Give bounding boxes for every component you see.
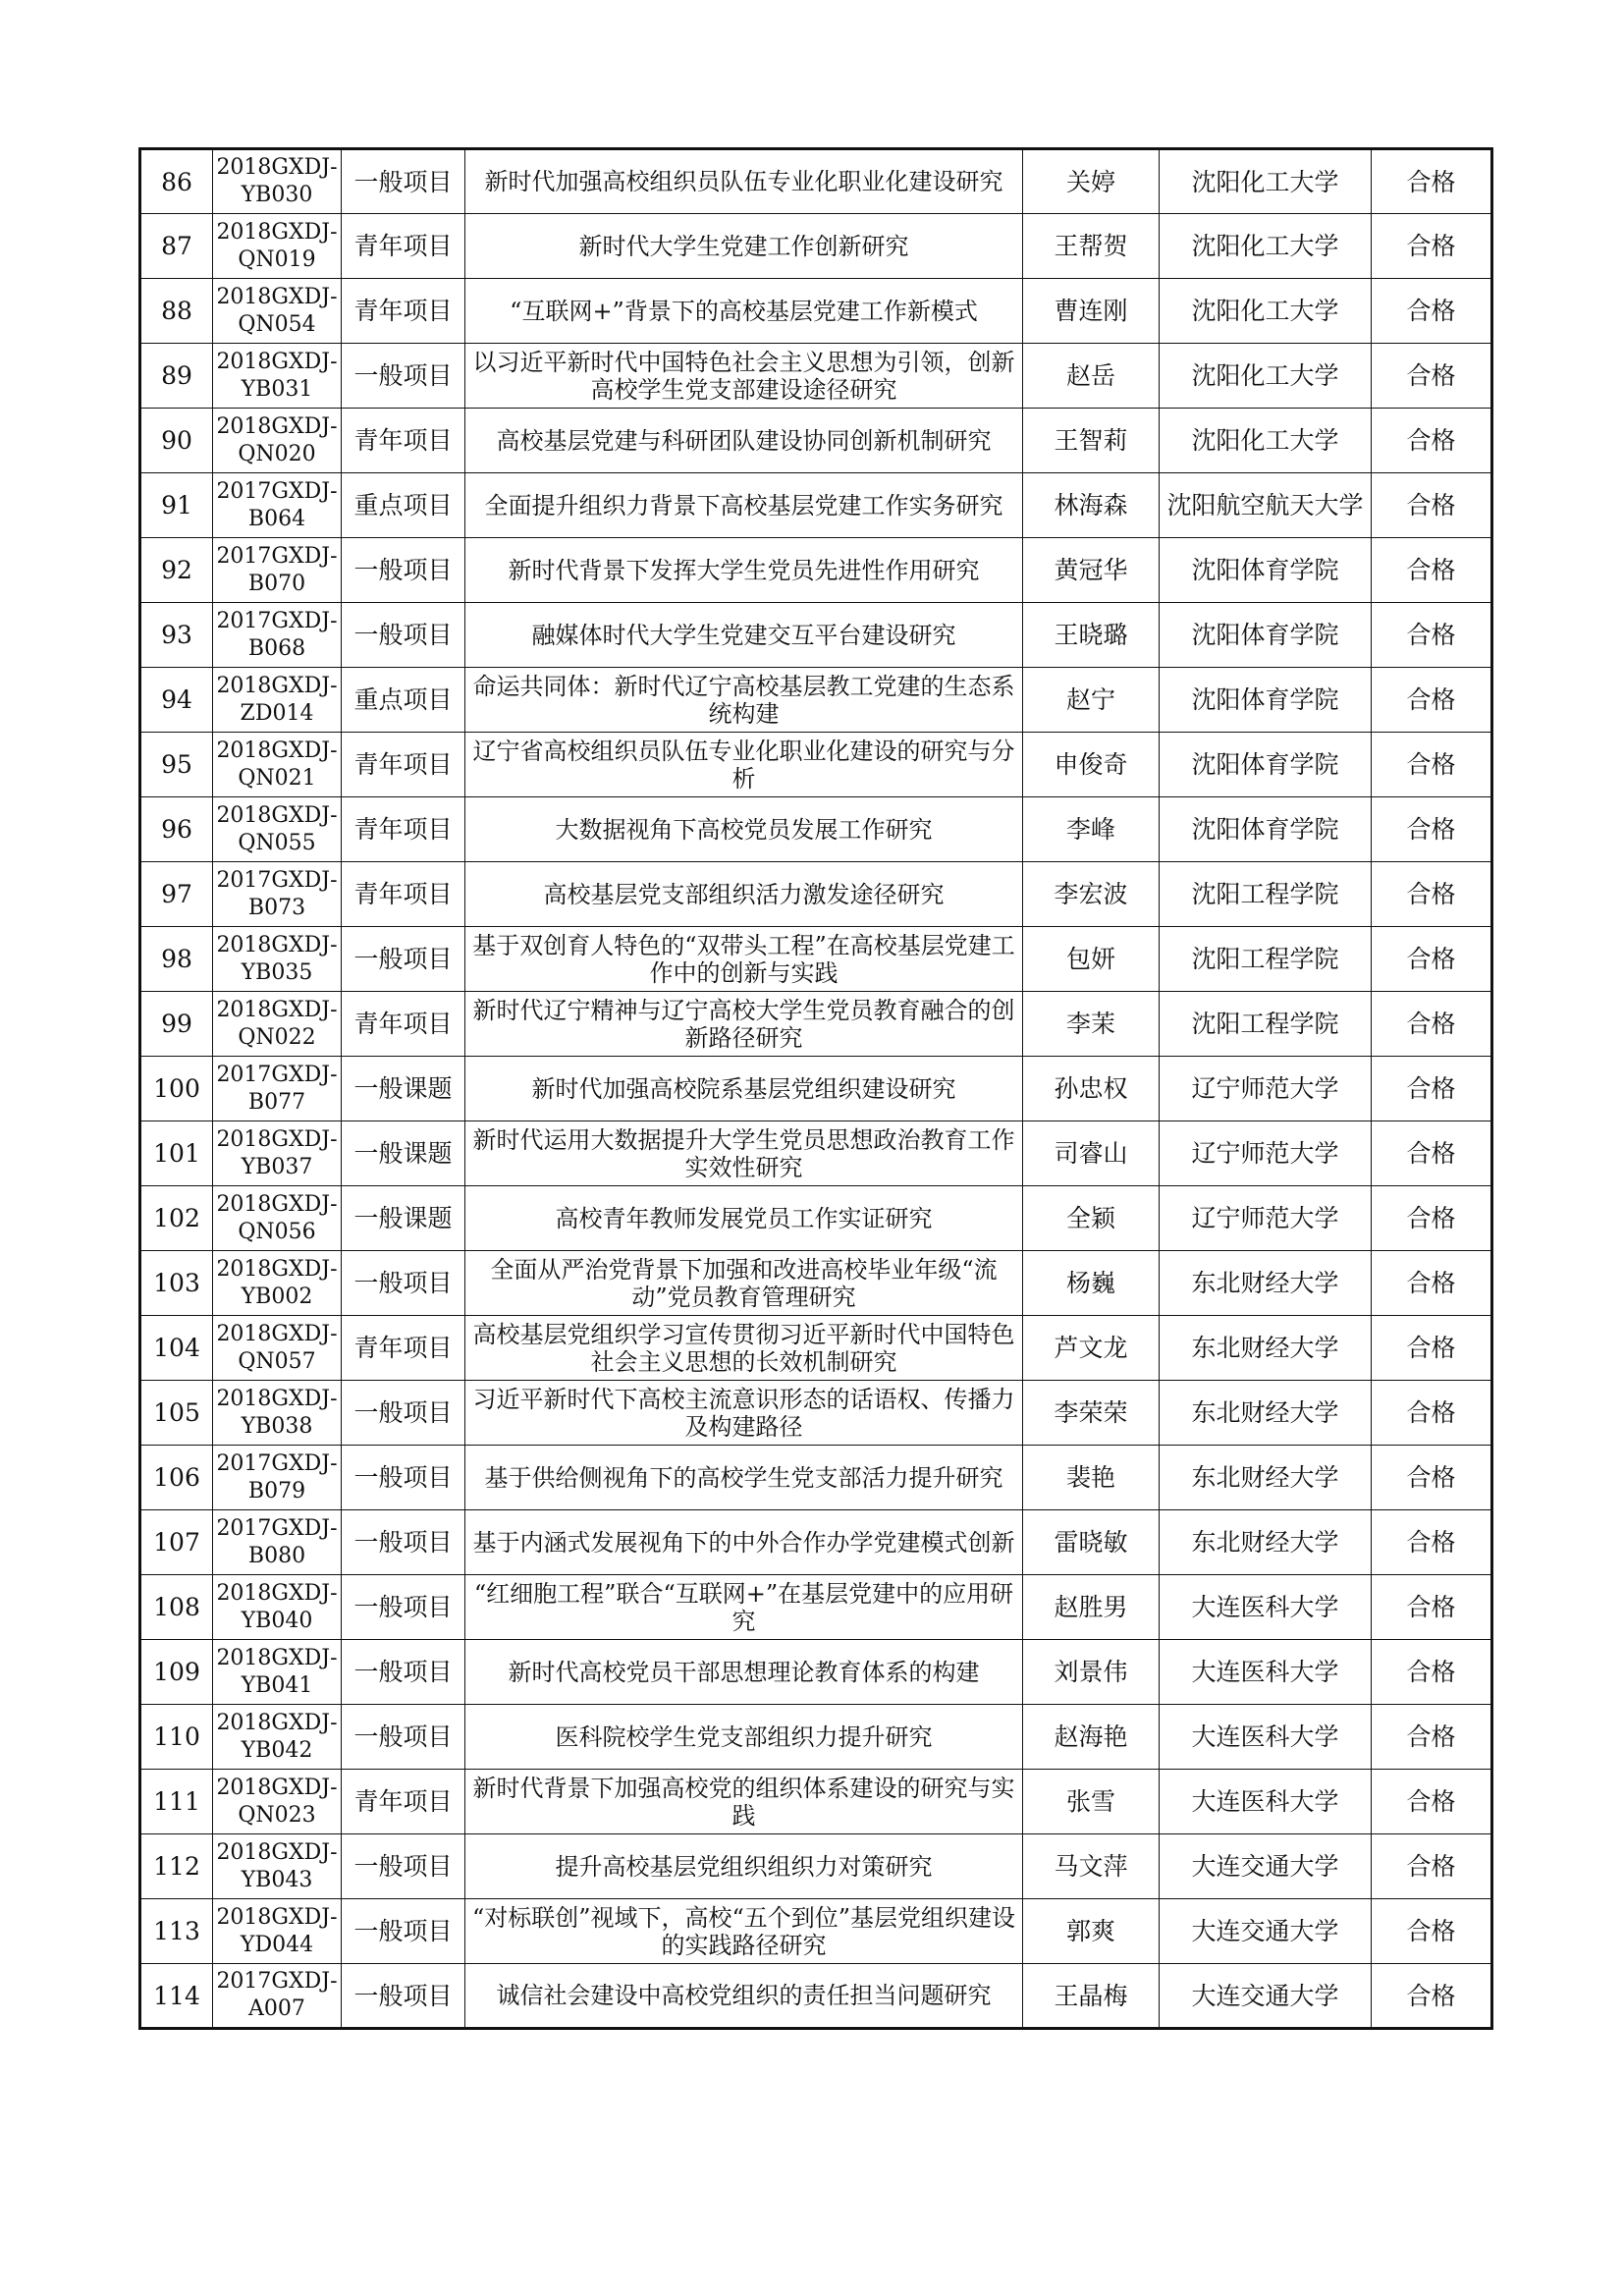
project-title: 新时代大学生党建工作创新研究 <box>465 214 1023 279</box>
project-code: 2018GXDJ-YB042 <box>213 1705 342 1770</box>
project-code: 2017GXDJ-B070 <box>213 538 342 603</box>
row-number: 100 <box>140 1057 213 1121</box>
row-number: 96 <box>140 797 213 862</box>
institution: 沈阳体育学院 <box>1160 797 1372 862</box>
table-row <box>140 409 1492 473</box>
row-number: 91 <box>140 473 213 538</box>
project-code: 2018GXDJ-YB035 <box>213 927 342 992</box>
project-type: 一般项目 <box>342 1251 465 1316</box>
evaluation-result: 合格 <box>1372 538 1492 603</box>
row-number: 89 <box>140 344 213 409</box>
institution: 沈阳体育学院 <box>1160 538 1372 603</box>
project-code: 2018GXDJ-YD044 <box>213 1899 342 1964</box>
institution: 大连医科大学 <box>1160 1770 1372 1834</box>
project-leader: 全颖 <box>1023 1186 1160 1251</box>
row-number: 88 <box>140 279 213 344</box>
row-number: 111 <box>140 1770 213 1834</box>
row-number: 92 <box>140 538 213 603</box>
institution: 沈阳工程学院 <box>1160 862 1372 927</box>
project-leader: 赵海艳 <box>1023 1705 1160 1770</box>
row-number: 108 <box>140 1575 213 1640</box>
evaluation-result: 合格 <box>1372 1057 1492 1121</box>
institution: 大连交通大学 <box>1160 1834 1372 1899</box>
project-title: 高校基层党建与科研团队建设协同创新机制研究 <box>465 409 1023 473</box>
project-type: 青年项目 <box>342 992 465 1057</box>
project-code: 2017GXDJ-B077 <box>213 1057 342 1121</box>
project-leader: 孙忠权 <box>1023 1057 1160 1121</box>
project-code: 2018GXDJ-QN021 <box>213 733 342 797</box>
evaluation-result: 合格 <box>1372 409 1492 473</box>
row-number: 95 <box>140 733 213 797</box>
evaluation-result: 合格 <box>1372 1316 1492 1381</box>
table-row <box>140 344 1492 409</box>
row-number: 109 <box>140 1640 213 1705</box>
project-code: 2017GXDJ-B080 <box>213 1510 342 1575</box>
project-title: “红细胞工程”联合“互联网+”在基层党建中的应用研究 <box>465 1575 1023 1640</box>
table-row <box>140 1186 1492 1251</box>
table-row <box>140 1316 1492 1381</box>
project-code: 2018GXDJ-QN020 <box>213 409 342 473</box>
project-leader: 李荣荣 <box>1023 1381 1160 1446</box>
table-row <box>140 862 1492 927</box>
project-type: 一般项目 <box>342 1899 465 1964</box>
project-code: 2018GXDJ-YB043 <box>213 1834 342 1899</box>
evaluation-result: 合格 <box>1372 797 1492 862</box>
project-title: 新时代辽宁精神与辽宁高校大学生党员教育融合的创新路径研究 <box>465 992 1023 1057</box>
project-code: 2017GXDJ-B079 <box>213 1446 342 1510</box>
project-leader: 王晓璐 <box>1023 603 1160 668</box>
table-row <box>140 279 1492 344</box>
table-row <box>140 538 1492 603</box>
table-row <box>140 1121 1492 1186</box>
project-type: 青年项目 <box>342 862 465 927</box>
project-title: 高校基层党组织学习宣传贯彻习近平新时代中国特色社会主义思想的长效机制研究 <box>465 1316 1023 1381</box>
project-type: 重点项目 <box>342 668 465 733</box>
institution: 沈阳化工大学 <box>1160 149 1372 214</box>
evaluation-result: 合格 <box>1372 1899 1492 1964</box>
institution: 大连交通大学 <box>1160 1899 1372 1964</box>
project-type: 青年项目 <box>342 733 465 797</box>
project-type: 一般项目 <box>342 603 465 668</box>
row-number: 99 <box>140 992 213 1057</box>
evaluation-result: 合格 <box>1372 927 1492 992</box>
evaluation-result: 合格 <box>1372 992 1492 1057</box>
project-type: 青年项目 <box>342 279 465 344</box>
project-leader: 马文萍 <box>1023 1834 1160 1899</box>
evaluation-result: 合格 <box>1372 603 1492 668</box>
project-type: 一般课题 <box>342 1057 465 1121</box>
table-row <box>140 603 1492 668</box>
project-code: 2018GXDJ-QN057 <box>213 1316 342 1381</box>
project-leader: 李峰 <box>1023 797 1160 862</box>
table-row <box>140 797 1492 862</box>
project-type: 青年项目 <box>342 409 465 473</box>
table-row <box>140 668 1492 733</box>
project-leader: 包妍 <box>1023 927 1160 992</box>
project-title: 新时代高校党员干部思想理论教育体系的构建 <box>465 1640 1023 1705</box>
row-number: 101 <box>140 1121 213 1186</box>
project-code: 2018GXDJ-ZD014 <box>213 668 342 733</box>
project-title: “互联网+”背景下的高校基层党建工作新模式 <box>465 279 1023 344</box>
evaluation-result: 合格 <box>1372 1575 1492 1640</box>
project-type: 一般项目 <box>342 1640 465 1705</box>
table-row <box>140 1640 1492 1705</box>
institution: 东北财经大学 <box>1160 1510 1372 1575</box>
project-title: 新时代加强高校组织员队伍专业化职业化建设研究 <box>465 149 1023 214</box>
project-type: 青年项目 <box>342 1770 465 1834</box>
institution: 东北财经大学 <box>1160 1446 1372 1510</box>
evaluation-result: 合格 <box>1372 733 1492 797</box>
project-results-table <box>138 147 1493 2030</box>
institution: 沈阳工程学院 <box>1160 992 1372 1057</box>
project-type: 一般项目 <box>342 927 465 992</box>
evaluation-result: 合格 <box>1372 1770 1492 1834</box>
evaluation-result: 合格 <box>1372 1381 1492 1446</box>
project-type: 一般项目 <box>342 538 465 603</box>
evaluation-result: 合格 <box>1372 1964 1492 2029</box>
project-title: 高校基层党支部组织活力激发途径研究 <box>465 862 1023 927</box>
project-code: 2018GXDJ-YB038 <box>213 1381 342 1446</box>
project-leader: 申俊奇 <box>1023 733 1160 797</box>
project-type: 一般项目 <box>342 1834 465 1899</box>
evaluation-result: 合格 <box>1372 1510 1492 1575</box>
project-type: 一般课题 <box>342 1121 465 1186</box>
evaluation-result: 合格 <box>1372 344 1492 409</box>
table-row <box>140 992 1492 1057</box>
institution: 沈阳体育学院 <box>1160 603 1372 668</box>
evaluation-result: 合格 <box>1372 1640 1492 1705</box>
evaluation-result: 合格 <box>1372 862 1492 927</box>
evaluation-result: 合格 <box>1372 1705 1492 1770</box>
row-number: 103 <box>140 1251 213 1316</box>
project-type: 重点项目 <box>342 473 465 538</box>
project-title: 新时代加强高校院系基层党组织建设研究 <box>465 1057 1023 1121</box>
row-number: 90 <box>140 409 213 473</box>
evaluation-result: 合格 <box>1372 668 1492 733</box>
row-number: 98 <box>140 927 213 992</box>
project-type: 一般项目 <box>342 1381 465 1446</box>
project-code: 2017GXDJ-A007 <box>213 1964 342 2029</box>
project-title: 基于供给侧视角下的高校学生党支部活力提升研究 <box>465 1446 1023 1510</box>
institution: 沈阳化工大学 <box>1160 409 1372 473</box>
project-type: 一般项目 <box>342 1575 465 1640</box>
project-code: 2017GXDJ-B073 <box>213 862 342 927</box>
project-title: 诚信社会建设中高校党组织的责任担当问题研究 <box>465 1964 1023 2029</box>
project-leader: 赵宁 <box>1023 668 1160 733</box>
project-title: 新时代运用大数据提升大学生党员思想政治教育工作实效性研究 <box>465 1121 1023 1186</box>
institution: 东北财经大学 <box>1160 1251 1372 1316</box>
project-title: 全面从严治党背景下加强和改进高校毕业年级“流动”党员教育管理研究 <box>465 1251 1023 1316</box>
institution: 大连医科大学 <box>1160 1640 1372 1705</box>
table-row <box>140 1575 1492 1640</box>
institution: 沈阳体育学院 <box>1160 733 1372 797</box>
project-code: 2018GXDJ-YB030 <box>213 149 342 214</box>
project-leader: 郭爽 <box>1023 1899 1160 1964</box>
project-title: 医科院校学生党支部组织力提升研究 <box>465 1705 1023 1770</box>
project-type: 一般项目 <box>342 344 465 409</box>
row-number: 112 <box>140 1834 213 1899</box>
project-type: 青年项目 <box>342 214 465 279</box>
project-type: 一般项目 <box>342 149 465 214</box>
row-number: 113 <box>140 1899 213 1964</box>
table-row <box>140 1446 1492 1510</box>
project-title: 融媒体时代大学生党建交互平台建设研究 <box>465 603 1023 668</box>
project-code: 2017GXDJ-B064 <box>213 473 342 538</box>
project-title: 命运共同体：新时代辽宁高校基层教工党建的生态系统构建 <box>465 668 1023 733</box>
project-leader: 芦文龙 <box>1023 1316 1160 1381</box>
evaluation-result: 合格 <box>1372 214 1492 279</box>
table-row <box>140 733 1492 797</box>
project-type: 一般项目 <box>342 1510 465 1575</box>
institution: 辽宁师范大学 <box>1160 1057 1372 1121</box>
project-leader: 赵胜男 <box>1023 1575 1160 1640</box>
institution: 大连医科大学 <box>1160 1705 1372 1770</box>
institution: 大连交通大学 <box>1160 1964 1372 2029</box>
project-code: 2018GXDJ-YB002 <box>213 1251 342 1316</box>
project-title: 全面提升组织力背景下高校基层党建工作实务研究 <box>465 473 1023 538</box>
evaluation-result: 合格 <box>1372 1251 1492 1316</box>
project-title: 基于内涵式发展视角下的中外合作办学党建模式创新 <box>465 1510 1023 1575</box>
project-type: 一般项目 <box>342 1446 465 1510</box>
project-leader: 黄冠华 <box>1023 538 1160 603</box>
project-type: 青年项目 <box>342 797 465 862</box>
project-leader: 司睿山 <box>1023 1121 1160 1186</box>
row-number: 104 <box>140 1316 213 1381</box>
evaluation-result: 合格 <box>1372 473 1492 538</box>
project-title: 大数据视角下高校党员发展工作研究 <box>465 797 1023 862</box>
institution: 大连医科大学 <box>1160 1575 1372 1640</box>
project-leader: 曹连刚 <box>1023 279 1160 344</box>
project-title: 新时代背景下加强高校党的组织体系建设的研究与实践 <box>465 1770 1023 1834</box>
table-row <box>140 214 1492 279</box>
project-leader: 李宏波 <box>1023 862 1160 927</box>
project-type: 青年项目 <box>342 1316 465 1381</box>
project-leader: 雷晓敏 <box>1023 1510 1160 1575</box>
institution: 东北财经大学 <box>1160 1316 1372 1381</box>
project-leader: 赵岳 <box>1023 344 1160 409</box>
project-leader: 李茉 <box>1023 992 1160 1057</box>
evaluation-result: 合格 <box>1372 1834 1492 1899</box>
project-leader: 关婷 <box>1023 149 1160 214</box>
table-row <box>140 1834 1492 1899</box>
project-leader: 王智莉 <box>1023 409 1160 473</box>
institution: 辽宁师范大学 <box>1160 1121 1372 1186</box>
institution: 沈阳化工大学 <box>1160 214 1372 279</box>
row-number: 106 <box>140 1446 213 1510</box>
project-type: 一般项目 <box>342 1705 465 1770</box>
project-leader: 杨巍 <box>1023 1251 1160 1316</box>
project-title: 高校青年教师发展党员工作实证研究 <box>465 1186 1023 1251</box>
row-number: 93 <box>140 603 213 668</box>
institution: 沈阳航空航天大学 <box>1160 473 1372 538</box>
project-leader: 王晶梅 <box>1023 1964 1160 2029</box>
project-title: 新时代背景下发挥大学生党员先进性作用研究 <box>465 538 1023 603</box>
project-code: 2018GXDJ-QN055 <box>213 797 342 862</box>
row-number: 107 <box>140 1510 213 1575</box>
evaluation-result: 合格 <box>1372 1186 1492 1251</box>
project-leader: 刘景伟 <box>1023 1640 1160 1705</box>
table-row <box>140 1964 1492 2029</box>
project-code: 2018GXDJ-YB031 <box>213 344 342 409</box>
table-row <box>140 1251 1492 1316</box>
row-number: 87 <box>140 214 213 279</box>
row-number: 105 <box>140 1381 213 1446</box>
table-row <box>140 473 1492 538</box>
row-number: 94 <box>140 668 213 733</box>
evaluation-result: 合格 <box>1372 1446 1492 1510</box>
row-number: 110 <box>140 1705 213 1770</box>
project-type: 一般课题 <box>342 1186 465 1251</box>
project-leader: 裴艳 <box>1023 1446 1160 1510</box>
institution: 沈阳工程学院 <box>1160 927 1372 992</box>
table-row <box>140 149 1492 214</box>
project-title: “对标联创”视域下，高校“五个到位”基层党组织建设的实践路径研究 <box>465 1899 1023 1964</box>
project-code: 2018GXDJ-YB037 <box>213 1121 342 1186</box>
row-number: 86 <box>140 149 213 214</box>
project-code: 2018GXDJ-QN054 <box>213 279 342 344</box>
row-number: 102 <box>140 1186 213 1251</box>
institution: 沈阳化工大学 <box>1160 344 1372 409</box>
project-title: 基于双创育人特色的“双带头工程”在高校基层党建工作中的创新与实践 <box>465 927 1023 992</box>
institution: 沈阳化工大学 <box>1160 279 1372 344</box>
project-code: 2018GXDJ-QN056 <box>213 1186 342 1251</box>
table-row <box>140 1057 1492 1121</box>
project-type: 一般项目 <box>342 1964 465 2029</box>
project-code: 2018GXDJ-YB041 <box>213 1640 342 1705</box>
project-title: 以习近平新时代中国特色社会主义思想为引领，创新高校学生党支部建设途径研究 <box>465 344 1023 409</box>
institution: 辽宁师范大学 <box>1160 1186 1372 1251</box>
table-row <box>140 1510 1492 1575</box>
institution: 沈阳体育学院 <box>1160 668 1372 733</box>
row-number: 97 <box>140 862 213 927</box>
evaluation-result: 合格 <box>1372 279 1492 344</box>
project-leader: 林海森 <box>1023 473 1160 538</box>
evaluation-result: 合格 <box>1372 1121 1492 1186</box>
project-code: 2018GXDJ-QN019 <box>213 214 342 279</box>
table-row <box>140 1899 1492 1964</box>
row-number: 114 <box>140 1964 213 2029</box>
table-row <box>140 927 1492 992</box>
table-row <box>140 1381 1492 1446</box>
project-code: 2018GXDJ-QN022 <box>213 992 342 1057</box>
project-leader: 王帮贺 <box>1023 214 1160 279</box>
project-leader: 张雪 <box>1023 1770 1160 1834</box>
project-title: 习近平新时代下高校主流意识形态的话语权、传播力及构建路径 <box>465 1381 1023 1446</box>
table-body <box>140 149 1492 2029</box>
table-row <box>140 1705 1492 1770</box>
institution: 东北财经大学 <box>1160 1381 1372 1446</box>
evaluation-result: 合格 <box>1372 149 1492 214</box>
project-title: 辽宁省高校组织员队伍专业化职业化建设的研究与分析 <box>465 733 1023 797</box>
project-title: 提升高校基层党组织组织力对策研究 <box>465 1834 1023 1899</box>
project-code: 2018GXDJ-YB040 <box>213 1575 342 1640</box>
project-code: 2018GXDJ-QN023 <box>213 1770 342 1834</box>
project-code: 2017GXDJ-B068 <box>213 603 342 668</box>
table-row <box>140 1770 1492 1834</box>
